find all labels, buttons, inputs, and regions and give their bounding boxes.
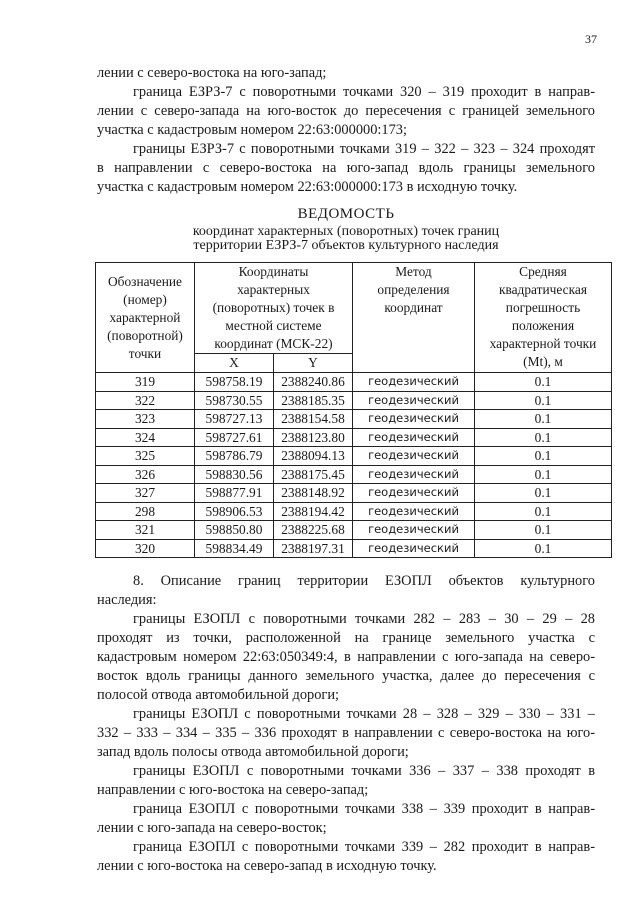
mean-error-cell: 0.1 — [475, 484, 612, 503]
section-8-heading — [97, 572, 595, 610]
mean-error-cell: 0.1 — [475, 391, 612, 410]
table-row — [96, 484, 612, 503]
text-line: запад вдоль полосы отвода автомобильной дороги; — [97, 744, 409, 760]
coord-x-cell: 598727.61 — [195, 428, 274, 447]
text-line: проходят из точки, расположенной на границе земельного участка с — [97, 630, 595, 646]
text-line: наследия: — [97, 592, 157, 608]
text-line: лении с северо-запада на юго-восток до пересечения с границей земельного — [97, 103, 595, 119]
header-x: X — [195, 354, 274, 373]
mean-error-cell: 0.1 — [475, 447, 612, 466]
header-line: (поворотных) точек в — [212, 300, 335, 315]
header-line: Средняя — [519, 264, 567, 279]
table-subtitle-2: территории ЕЗРЗ-7 объектов культурного наследия — [193, 238, 499, 253]
coord-x-cell: 598850.80 — [195, 521, 274, 540]
text-line: участка с кадастровым номером 22:63:000000:173; — [97, 122, 407, 138]
table-row — [96, 428, 612, 447]
point-id-cell: 321 — [96, 521, 195, 540]
header-line: Координаты — [238, 264, 309, 279]
coord-y-cell: 2388240.86 — [274, 373, 353, 392]
coord-y-cell: 2388154.58 — [274, 410, 353, 429]
coord-y-cell: 2388175.45 — [274, 465, 353, 484]
text-line: в направлении с северо-востока на юго-запад вдоль границы земельного — [97, 160, 595, 176]
paragraph-bottom-2 — [97, 705, 595, 762]
coord-x-cell: 598830.56 — [195, 465, 274, 484]
text-line: лении с юго-востока на северо-запад в исходную точку. — [97, 858, 437, 874]
paragraph-top-2 — [97, 83, 595, 140]
method-cell: геодезический — [353, 465, 475, 484]
coord-y-cell: 2388094.13 — [274, 447, 353, 466]
coordinates-table — [95, 262, 612, 558]
method-cell: геодезический — [353, 539, 475, 558]
method-cell: геодезический — [353, 373, 475, 392]
paragraph-bottom-5 — [97, 838, 595, 876]
header-line: координат — [384, 300, 443, 315]
header-line: координат (МСК-22) — [214, 336, 333, 351]
coord-y-cell: 2388197.31 — [274, 539, 353, 558]
header-line: Обозначение — [108, 273, 182, 289]
header-point — [96, 263, 195, 373]
point-id-cell: 325 — [96, 447, 195, 466]
header-line: характерной — [109, 309, 181, 325]
table-row — [96, 447, 612, 466]
header-line: квадратическая — [498, 282, 588, 297]
text-line: границы ЕЗРЗ-7 с поворотными точками 319 – 322 – 323 – 324 проходят — [133, 141, 595, 157]
mean-error-cell: 0.1 — [475, 465, 612, 484]
header-line: погрешность — [505, 300, 581, 315]
point-id-cell: 319 — [96, 373, 195, 392]
mean-error-cell: 0.1 — [475, 539, 612, 558]
paragraph-bottom-4 — [97, 800, 595, 838]
coord-x-cell: 598786.79 — [195, 447, 274, 466]
mean-error-cell: 0.1 — [475, 373, 612, 392]
text-line: лении с юго-запада на северо-восток; — [97, 820, 327, 836]
coord-x-cell: 598877.91 — [195, 484, 274, 503]
header-line: положения — [511, 318, 575, 333]
coord-y-cell: 2388194.42 — [274, 502, 353, 521]
coord-x-cell: 598730.55 — [195, 391, 274, 410]
header-line: местной системе — [225, 318, 322, 333]
table-row — [96, 391, 612, 410]
table-subtitle-1: координат характерных (поворотных) точек границ — [192, 224, 500, 239]
method-cell: геодезический — [353, 484, 475, 503]
text-line: 332 – 333 – 334 – 335 – 336 проходят в направлении с северо-востока на юго- — [97, 725, 595, 741]
table-row — [96, 465, 612, 484]
paragraph-top-3 — [97, 140, 595, 197]
mean-error-cell: 0.1 — [475, 521, 612, 540]
text-line: границы ЕЗОПЛ с поворотными точками 336 – 337 – 338 проходят в — [133, 763, 595, 779]
text-line: направлении с юго-востока на северо-запад; — [97, 782, 369, 798]
header-line: характерной точки — [489, 336, 597, 351]
header-line: Метод — [395, 264, 432, 279]
coord-x-cell: 598906.53 — [195, 502, 274, 521]
header-line: (поворотной) — [107, 327, 183, 343]
text-line: восток вдоль границы данного земельного участка, далее до пересечения с — [97, 668, 595, 684]
point-id-cell: 298 — [96, 502, 195, 521]
text-line: границы ЕЗОПЛ с поворотными точками 282 – 283 – 30 – 29 – 28 — [133, 611, 595, 627]
point-id-cell: 323 — [96, 410, 195, 429]
table-row — [96, 410, 612, 429]
table-title: ВЕДОМОСТЬ — [297, 206, 395, 222]
paragraph-bottom-1 — [97, 610, 595, 705]
text-line: граница ЕЗОПЛ с поворотными точками 338 – 339 проходит в направ- — [133, 801, 595, 817]
text-line: граница ЕЗОПЛ с поворотными точками 339 – 282 проходит в направ- — [133, 839, 595, 855]
text-line: граница ЕЗРЗ-7 с поворотными точками 320 – 319 проходит в направ- — [133, 84, 595, 100]
header-coordinates — [195, 263, 353, 354]
coord-x-cell: 598834.49 — [195, 539, 274, 558]
mean-error-cell: 0.1 — [475, 428, 612, 447]
method-cell: геодезический — [353, 521, 475, 540]
table-row — [96, 539, 612, 558]
method-cell: геодезический — [353, 502, 475, 521]
header-line: характерных — [237, 282, 310, 297]
mean-error-cell: 0.1 — [475, 410, 612, 429]
method-cell: геодезический — [353, 410, 475, 429]
coord-y-cell: 2388123.80 — [274, 428, 353, 447]
table-row — [96, 521, 612, 540]
text-line: кадастровым номером 22:63:050349:4, в направлении с юго-запада на северо- — [97, 649, 595, 665]
table-body — [96, 373, 612, 558]
text-line: границы ЕЗОПЛ с поворотными точками 28 – 328 – 329 – 330 – 331 – — [133, 706, 595, 722]
header-y: Y — [274, 354, 353, 373]
text-line: лении с северо-востока на юго-запад; — [97, 65, 327, 81]
coord-x-cell: 598727.13 — [195, 410, 274, 429]
table-row — [96, 502, 612, 521]
header-error — [475, 263, 612, 373]
table-header-row — [96, 263, 612, 354]
header-line: определения — [377, 282, 450, 297]
text-line: участка с кадастровым номером 22:63:000000:173 в исходную точку. — [97, 179, 518, 195]
header-line: (номер) — [123, 291, 167, 307]
table-row — [96, 373, 612, 392]
point-id-cell: 324 — [96, 428, 195, 447]
header-line: точки — [128, 345, 162, 361]
paragraph-bottom-3 — [97, 762, 595, 800]
text-line: полосой отвода автомобильной дороги; — [97, 687, 340, 703]
coord-y-cell: 2388185.35 — [274, 391, 353, 410]
method-cell: геодезический — [353, 428, 475, 447]
text-line: 8. Описание границ территории ЕЗОПЛ объектов культурного — [133, 573, 595, 589]
method-cell: геодезический — [353, 391, 475, 410]
coord-y-cell: 2388225.68 — [274, 521, 353, 540]
point-id-cell: 320 — [96, 539, 195, 558]
method-cell: геодезический — [353, 447, 475, 466]
paragraph-top-1 — [97, 64, 595, 83]
point-id-cell: 327 — [96, 484, 195, 503]
mean-error-cell: 0.1 — [475, 502, 612, 521]
header-method — [353, 263, 475, 373]
page-number: 37 — [585, 32, 597, 46]
point-id-cell: 326 — [96, 465, 195, 484]
coord-x-cell: 598758.19 — [195, 373, 274, 392]
point-id-cell: 322 — [96, 391, 195, 410]
header-line: (Mt), м — [523, 354, 563, 369]
coord-y-cell: 2388148.92 — [274, 484, 353, 503]
